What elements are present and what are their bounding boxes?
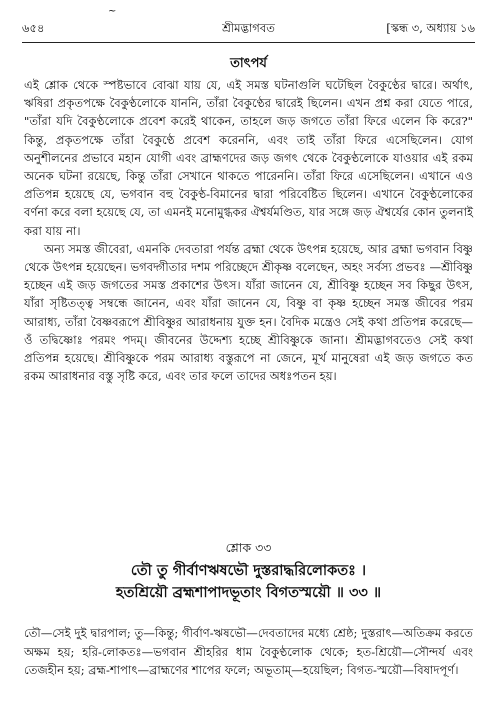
synonyms-text: তৌ—সেই দুই দ্বারপাল; তু—কিন্তু; গীর্বাণ-ঋষভৌ—দেবতাদের মধ্যে শ্রেষ্ঠ; দুস্তরাৎ—অতিক্রম করতে অক্ষম হয়; হরি-লোকতঃ—ভগবান শ্রীহরির ধাম বৈকুণ্ঠলোক থেকে; হত-শ্রিয়ৌ—সৌন্দর্য এবং তেজহীন হয়; ব্রহ্ম-শাপাৎ—ব্রাহ্মণের শাপের ফলে; অভূতাম্—হয়েছিল; বিগত-স্ময়ৌ—বিষাদপূর্ণ। (24, 626, 473, 677)
purport-paragraph: এই শ্লোক থেকে স্পষ্টভাবে বোঝা যায় যে, এই সমস্ত ঘটনাগুলি ঘটেছিল বৈকুণ্ঠের দ্বারে। অর্থাৎ, ঋষিরা প্রকৃতপক্ষে বৈকুণ্ঠলোকে যাননি, তাঁরা বৈকুণ্ঠের দ্বারেই ছিলেন। এখন প্রশ্ন করা যেতে পারে, "তাঁরা যদি বৈকুণ্ঠলোকে প্রবেশ করেই থাকেন, তাহলে জড় জগতে তাঁরা ফিরে এলেন কি করে?" কিন্তু, প্রকৃতপক্ষে তাঁরা বৈকুণ্ঠে প্রবেশ করেননি, এবং তাই তাঁরা ফিরে এসেছিলেন। যোগ অনুশীলনের প্রভাবে মহান যোগী এবং ব্রাহ্মণদের জড় জগৎ থেকে বৈকুণ্ঠলোকে যাওয়ার এই রকম অনেক ঘটনা রয়েছে, কিন্তু তাঁরা সেখানে থাকতে পারেননি। তাঁরা ফিরে এসেছিলেন। এখানে এও প্রতিপন্ন হয়েছে যে, ভগবান বহু বৈকুণ্ঠ-বিমানের দ্বারা পরিবেষ্টিত ছিলেন। এখানে বৈকুণ্ঠলোকের বর্ণনা করে বলা হয়েছে যে, তা এমনই মনোমুগ্ধকর ঐশ্বর্যমণ্ডিত, যার সঙ্গে জড় ঐশ্বর্যের কোন তুলনাই করা যায় না। (24, 78, 473, 238)
purport-text (24, 76, 473, 385)
page-number: ৬৫৪ (22, 21, 45, 35)
purport-heading: তাৎপর্য (230, 56, 267, 71)
verse-heading: শ্লোক ৩৩ (225, 540, 272, 555)
verse-block (0, 560, 497, 604)
chapter-reference: [স্কন্ধ ৩, অধ্যায় ১৬ (386, 21, 475, 35)
purport-paragraph: অন্য সমস্ত জীবেরা, এমনকি দেবতারা পর্যন্ত ব্রহ্মা থেকে উৎপন্ন হয়েছে, আর ব্রহ্মা ভগবান বিষ্ণু থেকে উৎপন্ন হয়েছেন। ভগবদ্গীতার দশম পরিচ্ছেদে শ্রীকৃষ্ণ বলেছেন, অহং সর্বস্য প্রভবঃ —শ্রীবিষ্ণু হচ্ছেন এই জড় জগতের সমস্ত প্রকাশের উৎস। যাঁরা জানেন যে, শ্রীবিষ্ণু হচ্ছেন সব কিছুর উৎস, যাঁরা সৃষ্টিতত্ত্ব সম্বন্ধে জানেন, এবং যাঁরা জানেন যে, বিষ্ণু বা কৃষ্ণ হচ্ছেন সমস্ত জীবের পরম আরাধ্য, তাঁরা বৈষ্ণবরূপে শ্রীবিষ্ণুর আরাধনায় যুক্ত হন। বৈদিক মন্ত্রেও সেই কথা প্রতিপন্ন করেছে—ওঁ তদ্বিষ্ণোঃ পরমং পদম্। জীবনের উদ্দেশ্য হচ্ছে শ্রীবিষ্ণুকে জানা। শ্রীমদ্ভাগবতেও সেই কথা প্রতিপন্ন হয়েছে। শ্রীবিষ্ণুকে পরম আরাধ্য বস্তুরূপে না জেনে, মূর্খ মানুষেরা এই জড় জগতে কত রকম আরাধনার বস্তু সৃষ্টি করে, এবং তার ফলে তাদের অধঃপতন হয়। (24, 241, 473, 384)
header-divider (22, 42, 475, 43)
book-title: শ্রীমদ্ভাগবত (222, 21, 275, 35)
page-header (22, 20, 475, 40)
stray-mark: ~ (108, 6, 117, 17)
verse-line: হতশ্রিয়ৌ ব্রহ্মশাপাদভূতাং বিগতস্ময়ৌ ॥ ৩৩ ॥ (115, 584, 382, 601)
verse-line: তৌ তু গীর্বাণঋষভৌ দুস্তরাদ্ধরিলোকতঃ । (130, 562, 367, 579)
